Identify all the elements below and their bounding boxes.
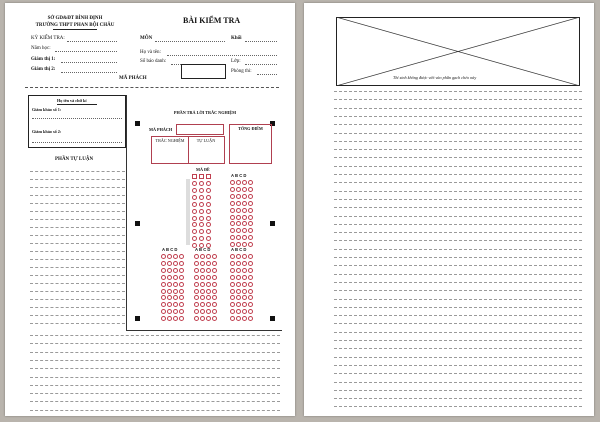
ruled-line xyxy=(334,216,582,217)
nam-hoc-label: Năm học: xyxy=(31,46,51,51)
answer-bubble[interactable] xyxy=(212,289,217,294)
answer-bubble[interactable] xyxy=(230,289,235,294)
exam-page-right xyxy=(304,3,594,416)
no-write-notice: Thí sinh không được viết vào phần gạch chéo này xyxy=(393,75,477,80)
score-box[interactable] xyxy=(151,136,225,164)
answer-bubble[interactable] xyxy=(206,275,211,280)
ruled-line xyxy=(30,315,125,316)
answer-bubble[interactable] xyxy=(179,268,184,273)
answer-bubble[interactable] xyxy=(248,187,253,192)
answer-bubble[interactable] xyxy=(194,261,199,266)
ruled-line xyxy=(334,116,582,117)
ruled-line xyxy=(334,174,582,175)
ruled-line xyxy=(30,187,125,188)
giam-thi-2-field[interactable] xyxy=(61,72,117,73)
ruled-line xyxy=(334,149,582,150)
ruled-line xyxy=(334,141,582,142)
answer-bubble[interactable] xyxy=(206,261,211,266)
answer-bubble[interactable] xyxy=(173,275,178,280)
ma-de-bubble[interactable] xyxy=(192,195,197,200)
ruled-line xyxy=(30,377,280,378)
tong-diem-box[interactable] xyxy=(229,124,272,164)
answer-bubble[interactable] xyxy=(248,261,253,266)
ma-de-bubble[interactable] xyxy=(206,188,211,193)
ruled-line xyxy=(334,133,582,134)
ma-de-bubble[interactable] xyxy=(206,181,211,186)
answer-bubble[interactable] xyxy=(206,282,211,287)
answer-bubble[interactable] xyxy=(248,282,253,287)
answer-bubble[interactable] xyxy=(179,261,184,266)
ruled-line xyxy=(30,343,280,344)
ruled-line xyxy=(334,340,582,341)
ma-de-bubble[interactable] xyxy=(199,181,204,186)
ruled-line xyxy=(30,299,125,300)
answer-bubble[interactable] xyxy=(167,282,172,287)
ma-de-label: MÃ ĐỀ xyxy=(196,167,210,172)
ruled-line xyxy=(30,385,280,386)
ruled-line xyxy=(334,91,582,92)
exam-title: BÀI KIỂM TRA xyxy=(183,16,241,25)
answer-bubble[interactable] xyxy=(179,282,184,287)
ruled-line xyxy=(334,290,582,291)
answer-bubble[interactable] xyxy=(200,289,205,294)
answer-bubble[interactable] xyxy=(200,268,205,273)
answer-bubble[interactable] xyxy=(161,289,166,294)
options-header: A B C D xyxy=(231,247,247,252)
lop-field[interactable] xyxy=(245,64,277,65)
ruled-line xyxy=(334,166,582,167)
ruled-line xyxy=(334,182,582,183)
ruled-line xyxy=(334,390,582,391)
answer-bubble[interactable] xyxy=(194,268,199,273)
options-header: A B C D xyxy=(162,247,178,252)
ruled-line xyxy=(334,365,582,366)
answer-bubble[interactable] xyxy=(230,208,235,213)
answer-bubble[interactable] xyxy=(236,215,241,220)
nam-hoc-field[interactable] xyxy=(55,51,117,52)
answer-bubble[interactable] xyxy=(242,268,247,273)
answer-bubble[interactable] xyxy=(206,289,211,294)
ma-phach-label: MÃ PHÁCH xyxy=(119,76,147,81)
ruled-line xyxy=(30,291,125,292)
answer-bubble[interactable] xyxy=(236,254,241,259)
answer-bubble[interactable] xyxy=(230,282,235,287)
ruled-line xyxy=(334,398,582,399)
answer-bubble[interactable] xyxy=(248,194,253,199)
ma-de-bubble[interactable] xyxy=(199,188,204,193)
ma-de-bubble[interactable] xyxy=(192,181,197,186)
exam-page-left xyxy=(5,3,295,416)
answer-bubble[interactable] xyxy=(242,261,247,266)
answer-bubble[interactable] xyxy=(167,261,172,266)
answer-bubble[interactable] xyxy=(194,254,199,259)
trac-nghiem-label: TRẮC NGHIỆM xyxy=(155,138,185,143)
ruled-line xyxy=(30,211,125,212)
giam-thi-1-label: Giám thị 1: xyxy=(31,57,56,62)
ruled-line xyxy=(334,240,582,241)
answer-bubble[interactable] xyxy=(167,268,172,273)
giam-khao-2-field[interactable] xyxy=(32,142,122,143)
answer-bubble[interactable] xyxy=(161,282,166,287)
score-divider xyxy=(188,137,189,163)
answer-bubble[interactable] xyxy=(242,201,247,206)
answer-bubble[interactable] xyxy=(248,268,253,273)
ruled-line xyxy=(30,203,125,204)
essay-title: PHẦN TỰ LUẬN xyxy=(55,157,94,162)
answer-bubble[interactable] xyxy=(161,268,166,273)
ma-de-bubble[interactable] xyxy=(199,216,204,221)
options-header: A B C D xyxy=(231,173,247,178)
ruled-line xyxy=(30,267,125,268)
answer-bubble[interactable] xyxy=(212,268,217,273)
ruled-line xyxy=(334,274,582,275)
answer-bubble[interactable] xyxy=(230,201,235,206)
ruled-line xyxy=(30,307,125,308)
grader-title-underline xyxy=(57,104,97,105)
tong-diem-label: TỔNG ĐIỂM xyxy=(238,126,263,131)
ruled-line xyxy=(30,235,125,236)
ma-de-bubble[interactable] xyxy=(199,195,204,200)
ma-de-digit-box[interactable] xyxy=(192,174,197,179)
answer-bubble[interactable] xyxy=(212,254,217,259)
department-label: SỞ GD&ĐT BÌNH ĐỊNH xyxy=(47,16,103,21)
answer-bubble[interactable] xyxy=(230,254,235,259)
lop-label: Lớp: xyxy=(231,59,241,64)
answer-bubble[interactable] xyxy=(230,194,235,199)
answer-bubble[interactable] xyxy=(179,275,184,280)
answer-bubble[interactable] xyxy=(248,254,253,259)
school-underline xyxy=(53,29,97,30)
answer-bubble[interactable] xyxy=(179,289,184,294)
phong-thi-label: Phòng thi: xyxy=(231,69,252,74)
answer-bubble[interactable] xyxy=(236,282,241,287)
answer-bubble[interactable] xyxy=(242,275,247,280)
ruled-line xyxy=(334,323,582,324)
answer-bubble[interactable] xyxy=(248,201,253,206)
grader-title: Họ tên và chữ kí xyxy=(57,98,87,103)
ma-phach-small-box[interactable] xyxy=(176,124,224,135)
answer-bubble[interactable] xyxy=(200,254,205,259)
answer-bubble[interactable] xyxy=(242,289,247,294)
answer-bubble[interactable] xyxy=(200,275,205,280)
answer-bubble[interactable] xyxy=(173,268,178,273)
side-mark-r xyxy=(270,221,275,226)
answer-bubble[interactable] xyxy=(230,275,235,280)
answer-bubble[interactable] xyxy=(167,289,172,294)
answer-bubble[interactable] xyxy=(173,289,178,294)
ho-va-ten-label: Họ và tên: xyxy=(140,50,161,55)
options-header: A B C D xyxy=(195,247,211,252)
ruled-line xyxy=(30,219,125,220)
giam-khao-1-field[interactable] xyxy=(32,118,122,119)
answer-bubble[interactable] xyxy=(248,289,253,294)
answer-bubble[interactable] xyxy=(212,275,217,280)
corner-mark-br xyxy=(270,316,275,321)
ruled-line xyxy=(334,124,582,125)
ruled-line xyxy=(334,157,582,158)
ruled-line xyxy=(334,265,582,266)
ho-va-ten-field[interactable] xyxy=(167,55,277,56)
answer-bubble[interactable] xyxy=(236,289,241,294)
answer-bubble[interactable] xyxy=(194,282,199,287)
answer-bubble[interactable] xyxy=(236,261,241,266)
answer-bubble[interactable] xyxy=(230,180,235,185)
ma-de-bubble[interactable] xyxy=(206,209,211,214)
ruled-line xyxy=(30,275,125,276)
ruled-line xyxy=(334,207,582,208)
answer-bubble[interactable] xyxy=(167,254,172,259)
ma-de-digit-box[interactable] xyxy=(206,174,211,179)
ruled-line xyxy=(334,99,582,100)
ruled-line xyxy=(334,307,582,308)
ruled-line xyxy=(334,108,582,109)
answer-bubble[interactable] xyxy=(236,208,241,213)
answer-bubble[interactable] xyxy=(161,261,166,266)
corner-mark-tl xyxy=(135,121,140,126)
ma-de-bubble[interactable] xyxy=(206,216,211,221)
ma-de-bubble[interactable] xyxy=(192,216,197,221)
ruled-line xyxy=(30,283,125,284)
ruled-line xyxy=(334,282,582,283)
ruled-line xyxy=(334,232,582,233)
so-bao-danh-label: Số báo danh: xyxy=(140,59,167,64)
ruled-line xyxy=(30,360,280,361)
answer-bubble[interactable] xyxy=(173,282,178,287)
ruled-line xyxy=(30,251,125,252)
answer-bubble[interactable] xyxy=(212,282,217,287)
answer-sheet-title: PHẦN TRẢ LỜI TRẮC NGHIỆM xyxy=(173,110,237,115)
ma-de-bubble[interactable] xyxy=(192,188,197,193)
ruled-line xyxy=(334,348,582,349)
ruled-line xyxy=(30,335,280,336)
ruled-line xyxy=(30,195,125,196)
ma-de-bar xyxy=(186,179,190,245)
answer-bubble[interactable] xyxy=(242,282,247,287)
answer-bubble[interactable] xyxy=(206,254,211,259)
ruled-line xyxy=(334,357,582,358)
phong-thi-field[interactable] xyxy=(257,74,277,75)
grader-box xyxy=(28,95,126,148)
answer-bubble[interactable] xyxy=(230,261,235,266)
ma-de-bubble[interactable] xyxy=(206,195,211,200)
ma-phach-box[interactable] xyxy=(181,64,226,79)
side-mark-l xyxy=(135,221,140,226)
answer-bubble[interactable] xyxy=(248,180,253,185)
answer-bubble[interactable] xyxy=(242,215,247,220)
answer-bubble[interactable] xyxy=(200,282,205,287)
ruled-line xyxy=(334,382,582,383)
answer-bubble[interactable] xyxy=(167,275,172,280)
answer-bubble[interactable] xyxy=(236,275,241,280)
giam-khao-2-label: Giám khảo số 2: xyxy=(32,129,62,134)
answer-bubble[interactable] xyxy=(179,254,184,259)
ma-de-bubble[interactable] xyxy=(192,209,197,214)
answer-bubble[interactable] xyxy=(236,201,241,206)
answer-bubble[interactable] xyxy=(236,187,241,192)
answer-bubble[interactable] xyxy=(230,215,235,220)
ruled-line xyxy=(334,199,582,200)
answer-bubble[interactable] xyxy=(173,254,178,259)
giam-khao-1-label: Giám khảo số 1: xyxy=(32,107,62,112)
answer-bubble[interactable] xyxy=(242,180,247,185)
ruled-line xyxy=(30,410,280,411)
answer-bubble[interactable] xyxy=(206,268,211,273)
ruled-line xyxy=(334,224,582,225)
ruled-line xyxy=(334,373,582,374)
ruled-line xyxy=(30,323,125,324)
khoi-label: Khối xyxy=(231,36,242,41)
answer-bubble[interactable] xyxy=(236,180,241,185)
mon-field[interactable] xyxy=(155,41,225,42)
answer-bubble[interactable] xyxy=(200,261,205,266)
ma-phach-small-label: MÃ PHÁCH xyxy=(149,127,173,132)
ruled-line xyxy=(334,191,582,192)
ruled-line xyxy=(334,406,582,407)
ma-de-bubble[interactable] xyxy=(206,202,211,207)
ruled-line xyxy=(30,393,280,394)
ma-de-bubble[interactable] xyxy=(199,209,204,214)
answer-bubble[interactable] xyxy=(230,187,235,192)
answer-bubble[interactable] xyxy=(242,208,247,213)
answer-bubble[interactable] xyxy=(248,208,253,213)
ruled-line xyxy=(30,401,280,402)
answer-bubble[interactable] xyxy=(242,194,247,199)
ruled-line xyxy=(334,299,582,300)
answer-bubble[interactable] xyxy=(242,187,247,192)
ruled-line xyxy=(30,352,280,353)
answer-bubble[interactable] xyxy=(173,261,178,266)
ruled-line xyxy=(334,332,582,333)
answer-bubble[interactable] xyxy=(248,275,253,280)
khoi-field[interactable] xyxy=(245,41,277,42)
ruled-line xyxy=(30,227,125,228)
ma-de-digit-box[interactable] xyxy=(199,174,204,179)
mon-label: MÔN xyxy=(140,36,153,41)
ky-kiem-tra-label: KỲ KIỂM TRA: xyxy=(31,36,65,41)
answer-bubble[interactable] xyxy=(230,268,235,273)
ruled-line xyxy=(30,171,125,172)
corner-mark-bl xyxy=(135,316,140,321)
ruled-line xyxy=(30,179,125,180)
ruled-line xyxy=(30,259,125,260)
ruled-line xyxy=(334,249,582,250)
tu-luan-label: TỰ LUẬN xyxy=(196,138,216,143)
giam-thi-2-label: Giám thị 2: xyxy=(31,67,56,72)
answer-bubble[interactable] xyxy=(212,261,217,266)
answer-bubble[interactable] xyxy=(161,275,166,280)
ky-kiem-tra-field[interactable] xyxy=(67,41,117,42)
answer-bubble[interactable] xyxy=(194,275,199,280)
ruled-line xyxy=(30,368,280,369)
answer-bubble[interactable] xyxy=(194,289,199,294)
school-label: TRƯỜNG THPT PHAN BỘI CHÂU xyxy=(35,23,115,28)
ruled-line xyxy=(30,243,125,244)
answer-bubble[interactable] xyxy=(242,254,247,259)
answer-bubble[interactable] xyxy=(161,254,166,259)
answer-bubble[interactable] xyxy=(236,268,241,273)
cut-line xyxy=(25,87,279,88)
giam-thi-1-field[interactable] xyxy=(61,62,117,63)
ma-de-bubble[interactable] xyxy=(199,202,204,207)
answer-bubble[interactable] xyxy=(236,194,241,199)
answer-bubble[interactable] xyxy=(248,215,253,220)
ruled-line xyxy=(334,315,582,316)
ma-de-bubble[interactable] xyxy=(192,202,197,207)
ruled-line xyxy=(334,257,582,258)
